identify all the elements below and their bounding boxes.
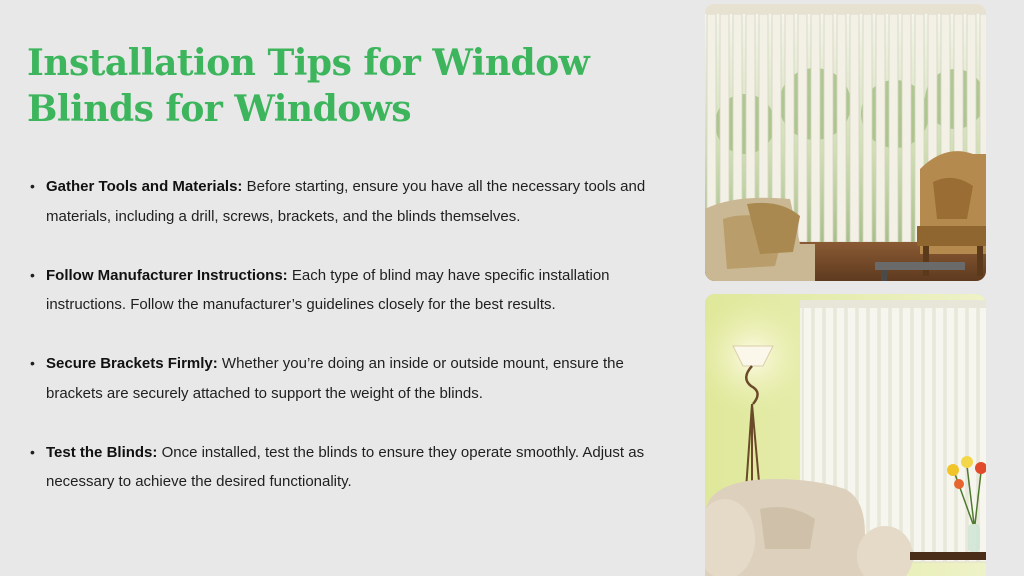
blinds-lamp-armchair-photo	[705, 294, 986, 576]
tip-item	[30, 349, 650, 408]
tip-item	[30, 438, 650, 497]
tip-text: Each type of blind may have specific installation instructions. Follow the manufacturer’s guidelines closely for the best results.	[46, 266, 610, 313]
tip-item	[30, 261, 650, 320]
tip-heading: Test the Blinds:	[46, 443, 158, 461]
tip-heading: Follow Manufacturer Instructions:	[46, 266, 288, 284]
tip-text: Before starting, ensure you have all the necessary tools and materials, including a drill, screws, brackets, and the blinds themselves.	[46, 178, 646, 225]
vertical-blinds-living-room-photo	[705, 4, 986, 281]
slide-title: Installation Tips for Window Blinds for Windows	[27, 42, 590, 130]
tip-text: Once installed, test the blinds to ensure they operate smoothly. Adjust as necessary to achieve the desired functionality.	[46, 443, 645, 490]
tip-text: Whether you’re doing an inside or outside mount, ensure the brackets are securely attached to support the weight of the blinds.	[46, 355, 624, 402]
tip-item	[30, 172, 650, 231]
tip-heading: Secure Brackets Firmly:	[46, 355, 218, 372]
tips-list	[30, 172, 650, 497]
tip-heading: Gather Tools and Materials:	[46, 178, 243, 195]
